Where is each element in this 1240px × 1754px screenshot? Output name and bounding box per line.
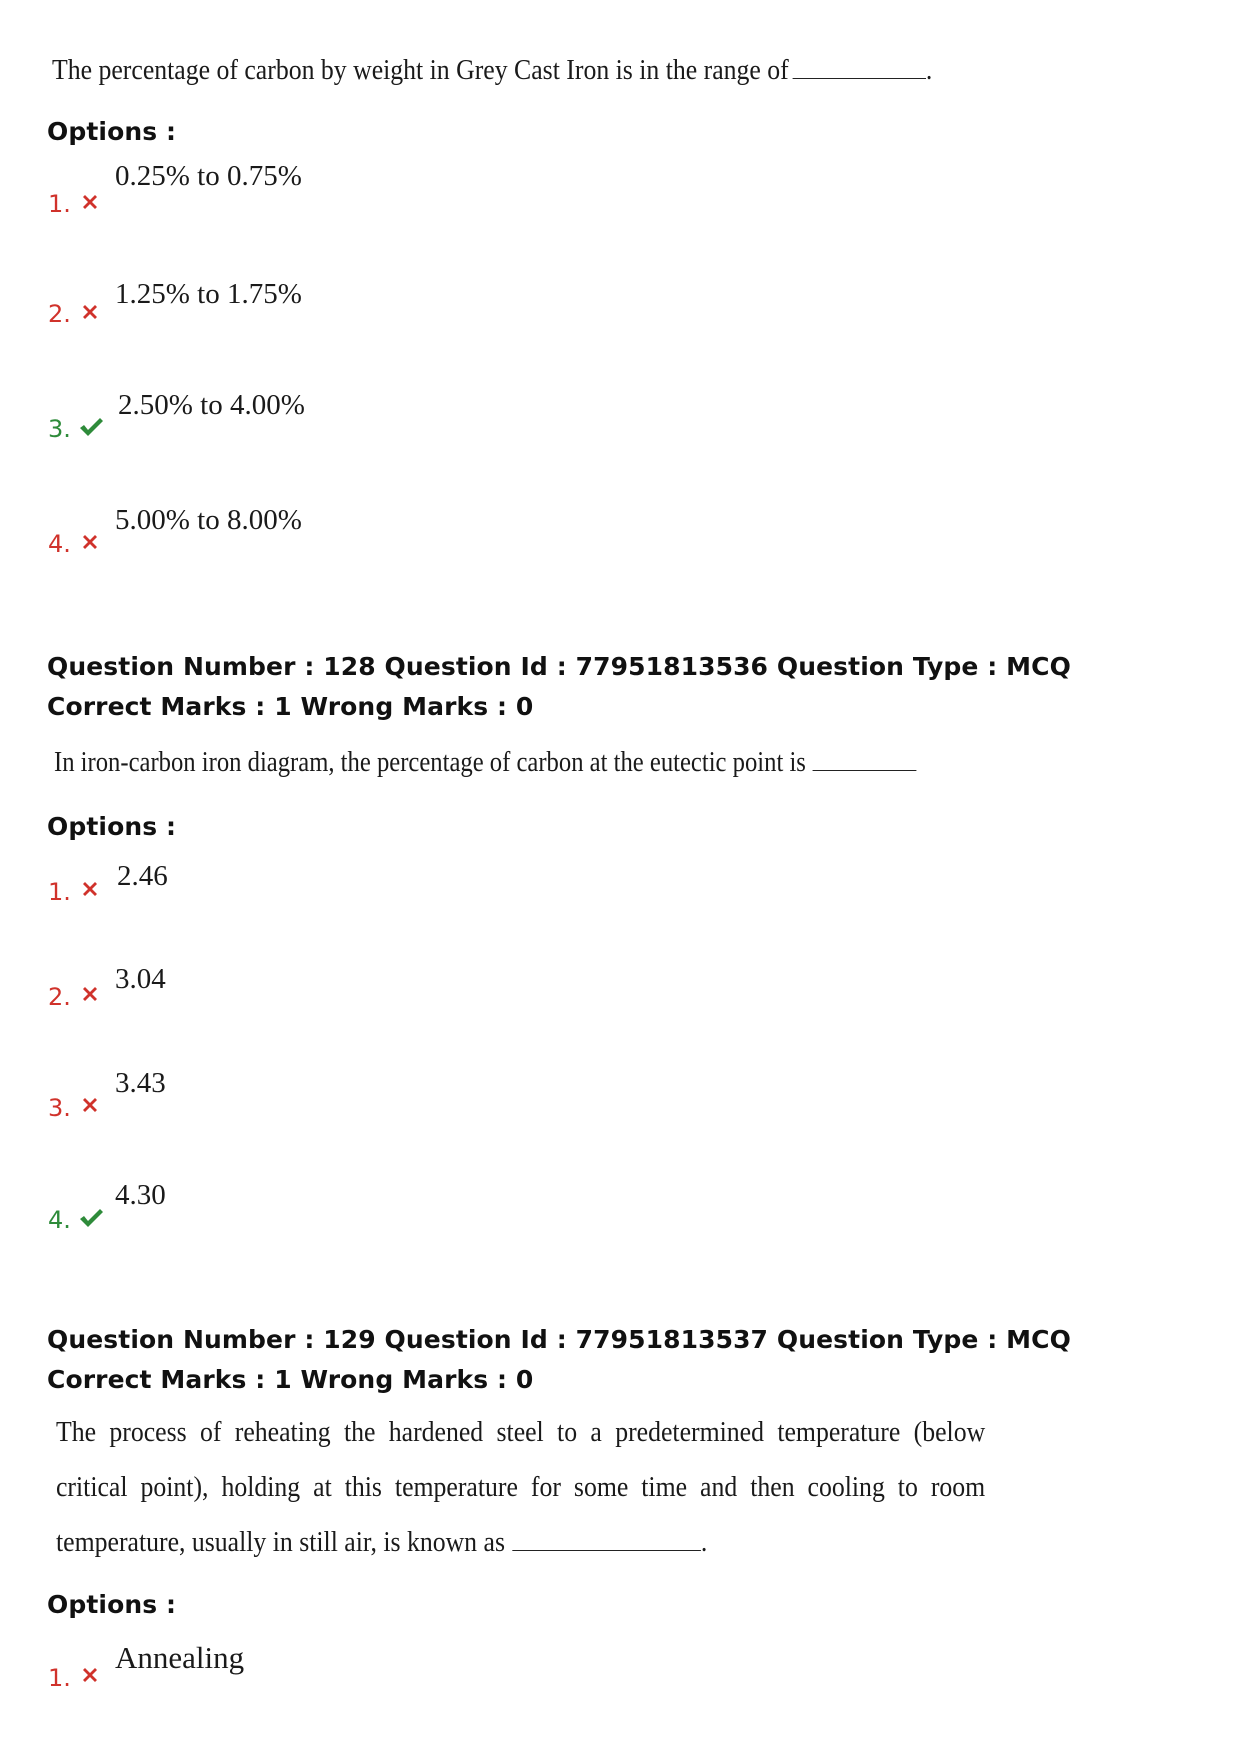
answer-blank (813, 744, 917, 771)
question-text: The percentage of carbon by weight in Grey Cast Iron is in the range of . (52, 52, 932, 87)
options-label: Options : (47, 812, 177, 841)
option-number: 4. (48, 1206, 71, 1234)
options-label: Options : (47, 1590, 177, 1619)
option-number: 2. (48, 300, 71, 328)
option-4 (0, 504, 700, 584)
check-mark-icon (78, 1206, 104, 1230)
answer-blank (792, 52, 925, 79)
option-2 (0, 278, 700, 358)
cross-mark-icon (78, 530, 102, 554)
option-text: 1.25% to 1.75% (115, 278, 302, 310)
cross-mark-icon (78, 300, 102, 324)
option-number: 3. (48, 1094, 71, 1122)
question-header: Question Number : 129 Question Id : 77951813537 Question Type : MCQ (47, 1325, 1071, 1354)
option-text: 2.46 (117, 860, 168, 892)
option-text: 0.25% to 0.75% (115, 160, 302, 192)
cross-mark-icon (78, 982, 102, 1006)
options-label: Options : (47, 117, 177, 146)
option-text: Annealing (115, 1640, 245, 1675)
option-text: 2.50% to 4.00% (118, 389, 305, 421)
cross-mark-icon (78, 190, 102, 214)
option-number: 1. (48, 878, 71, 906)
option-1 (0, 860, 700, 940)
question-text: The process of reheating the hardened steel to a predetermined temperature (below critical point), holding at this temperature for some time and then cooling to room temperature, usually in still air, is known as . (56, 1417, 986, 1558)
question-header: Question Number : 128 Question Id : 77951813536 Question Type : MCQ (47, 652, 1071, 681)
option-number: 1. (48, 190, 71, 218)
cross-mark-icon (78, 1093, 102, 1117)
option-4 (0, 1179, 700, 1259)
option-text: 4.30 (115, 1179, 166, 1211)
option-number: 1. (48, 1664, 71, 1692)
option-2 (0, 963, 700, 1043)
question-text: In iron-carbon iron diagram, the percentage of carbon at the eutectic point is (54, 744, 917, 779)
check-mark-icon (78, 415, 104, 439)
cross-mark-icon (78, 1663, 102, 1687)
answer-blank (512, 1524, 701, 1551)
option-3 (0, 389, 700, 469)
cross-mark-icon (78, 877, 102, 901)
option-number: 2. (48, 983, 71, 1011)
option-1 (0, 160, 700, 240)
question-marks: Correct Marks : 1 Wrong Marks : 0 (47, 692, 534, 721)
option-3 (0, 1067, 700, 1147)
option-text: 5.00% to 8.00% (115, 504, 302, 536)
option-number: 4. (48, 530, 71, 558)
option-text: 3.43 (115, 1067, 166, 1099)
option-1 (0, 1640, 700, 1720)
option-number: 3. (48, 415, 71, 443)
question-marks: Correct Marks : 1 Wrong Marks : 0 (47, 1365, 534, 1394)
option-text: 3.04 (115, 963, 166, 995)
